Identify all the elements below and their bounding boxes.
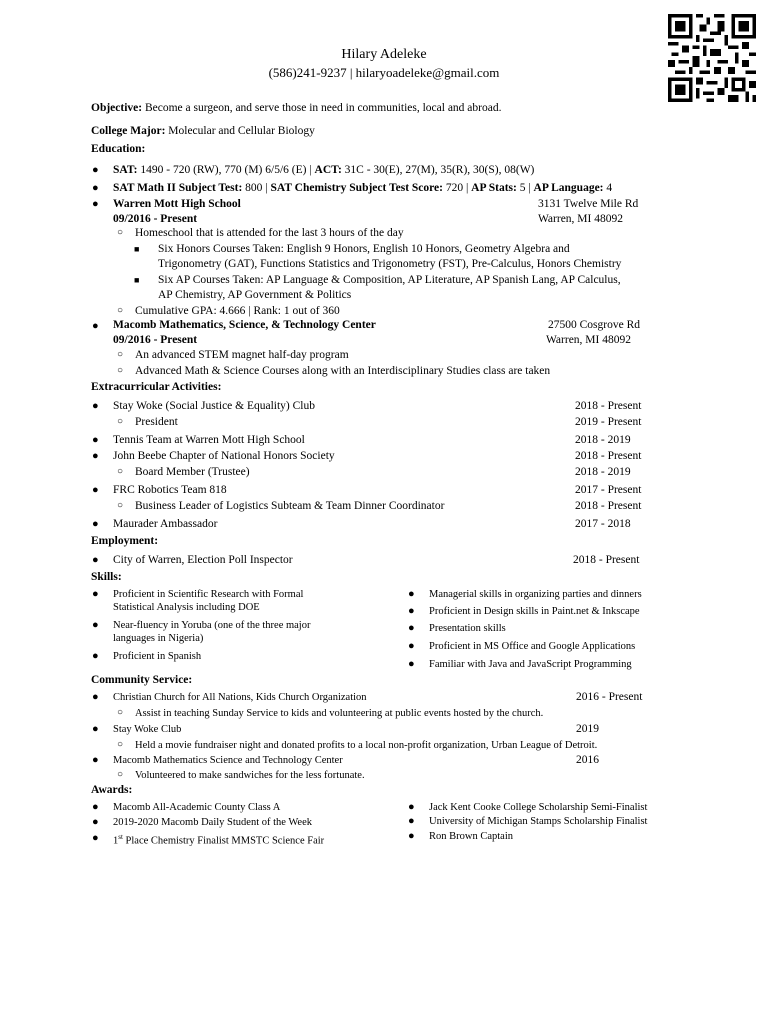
subj-text: 4 — [603, 182, 613, 194]
award-text: Place Chemistry Finalist MMSTC Science Fair — [122, 835, 325, 847]
skill-item: Familiar with Java and JavaScript Programming — [429, 659, 632, 670]
subj-label: SAT Chemistry Subject Test Score: — [270, 182, 443, 194]
school2-address1: 27500 Cosgrove Rd — [548, 319, 640, 331]
bullet-icon: ● — [408, 815, 415, 827]
skill-item: Near-fluency in Yoruba (one of the three major — [113, 620, 311, 631]
circle-bullet-icon: ○ — [117, 349, 124, 360]
resume-contact: (586)241-9237 | hilaryoadeleke@gmail.com — [268, 65, 500, 80]
award-item: Ron Brown Captain — [429, 831, 513, 842]
skill-item: Presentation skills — [429, 623, 506, 634]
school2-address2: Warren, MI 48092 — [546, 334, 631, 346]
circle-bullet-icon: ○ — [117, 769, 124, 780]
activity-item: Maurader Ambassador — [113, 518, 218, 530]
subj-text: 720 | — [442, 182, 472, 194]
resume-name: Hilary Adeleke — [341, 47, 427, 62]
subject-test-line — [113, 181, 612, 195]
skill-item: Statistical Analysis including DOE — [113, 602, 260, 613]
activity-date: 2018 - Present — [575, 500, 642, 512]
bullet-icon: ● — [408, 588, 415, 600]
activity-date: 2018 - Present — [575, 450, 642, 462]
award-item: University of Michigan Stamps Scholarship Finalist — [429, 816, 648, 827]
skill-item: Proficient in Scientific Research with Formal — [113, 589, 304, 600]
circle-bullet-icon: ○ — [117, 416, 124, 427]
honors-line2: Trigonometry (GAT), Functions Statistics and Trigonometry (FST), Pre-Calculus, Honors Chemistry — [158, 258, 622, 270]
school2-note1: An advanced STEM magnet half-day program — [135, 349, 349, 361]
award-ordinal: 1 — [113, 835, 119, 847]
community-sub: Volunteered to make sandwiches for the less fortunate. — [135, 770, 365, 781]
bullet-icon: ● — [408, 801, 415, 813]
subj-text: 800 | — [242, 182, 271, 194]
activity-item: President — [135, 416, 178, 428]
community-date: 2016 — [576, 754, 599, 766]
school1-dates: 09/2016 - Present — [113, 213, 198, 225]
employment-date: 2018 - Present — [573, 554, 640, 566]
bullet-icon: ● — [92, 832, 99, 844]
bullet-icon: ● — [92, 484, 99, 496]
bullet-icon: ● — [92, 434, 99, 446]
objective-label: Objective: — [91, 102, 143, 114]
square-bullet-icon: ■ — [134, 244, 140, 254]
subj-label: AP Stats: — [471, 182, 517, 194]
award-ordinal-suffix: st — [118, 833, 123, 841]
school1-gpa: Cumulative GPA: 4.666 | Rank: 1 out of 360 — [135, 305, 340, 317]
community-date: 2019 — [576, 723, 599, 735]
sat-label: SAT: — [113, 164, 138, 176]
bullet-icon: ● — [92, 650, 99, 662]
bullet-icon: ● — [92, 518, 99, 530]
employment-item: City of Warren, Election Poll Inspector — [113, 554, 293, 566]
subj-text: 5 | — [516, 182, 534, 194]
activity-date: 2019 - Present — [575, 416, 642, 428]
activity-date: 2017 - 2018 — [575, 518, 631, 530]
bullet-icon: ● — [92, 198, 99, 210]
bullet-icon: ● — [408, 622, 415, 634]
community-sub: Assist in teaching Sunday Service to kids and volunteering at public events hosted by the church. — [135, 708, 544, 719]
circle-bullet-icon: ○ — [117, 500, 124, 511]
activity-item: Board Member (Trustee) — [135, 466, 250, 478]
subj-label: AP Language: — [533, 182, 604, 194]
community-item: Stay Woke Club — [113, 724, 182, 735]
bullet-icon: ● — [408, 830, 415, 842]
community-item: Macomb Mathematics Science and Technology Center — [113, 755, 343, 766]
subj-label: SAT Math II Subject Test: — [113, 182, 243, 194]
sat-text: 1490 - 720 (RW), 770 (M) 6/5/6 (E) | — [137, 164, 315, 176]
education-heading: Education: — [91, 143, 146, 155]
award-item: 2019-2020 Macomb Daily Student of the Week — [113, 817, 313, 828]
activity-date: 2018 - 2019 — [575, 466, 631, 478]
circle-bullet-icon: ○ — [117, 466, 124, 477]
bullet-icon: ● — [92, 619, 99, 631]
community-item: Christian Church for All Nations, Kids Church Organization — [113, 692, 367, 703]
school1-address2: Warren, MI 48092 — [538, 213, 623, 225]
awards-heading: Awards: — [91, 784, 133, 796]
school1-name: Warren Mott High School — [113, 198, 241, 210]
bullet-icon: ● — [92, 164, 99, 176]
activity-date: 2018 - 2019 — [575, 434, 631, 446]
activity-date: 2018 - Present — [575, 400, 642, 412]
bullet-icon: ● — [92, 588, 99, 600]
school2-name: Macomb Mathematics, Science, & Technology Center — [113, 319, 376, 331]
bullet-icon: ● — [92, 801, 99, 813]
activity-item: Business Leader of Logistics Subteam & Team Dinner Coordinator — [135, 500, 445, 512]
community-sub: Held a movie fundraiser night and donated profits to a local non-profit organization, Urban League of Detroit. — [135, 740, 598, 751]
ap-line1: Six AP Courses Taken: AP Language & Composition, AP Literature, AP Spanish Lang, AP Calculus, — [158, 274, 621, 286]
bullet-icon: ● — [92, 450, 99, 462]
act-label: ACT: — [314, 164, 342, 176]
bullet-icon: ● — [92, 554, 99, 566]
major-line — [91, 124, 315, 138]
school1-note: Homeschool that is attended for the last 3 hours of the day — [135, 227, 404, 239]
activity-item: FRC Robotics Team 818 — [113, 484, 227, 496]
skill-item: languages in Nigeria) — [113, 633, 204, 644]
award-item — [113, 831, 324, 848]
school2-note2: Advanced Math & Science Courses along with an Interdisciplinary Studies class are taken — [135, 365, 551, 377]
employment-heading: Employment: — [91, 535, 159, 547]
objective-text: Become a surgeon, and serve those in need in communities, local and abroad. — [142, 102, 502, 114]
bullet-icon: ● — [92, 400, 99, 412]
sat-line — [113, 163, 534, 177]
objective-line — [91, 101, 501, 115]
activity-item: John Beebe Chapter of National Honors Society — [113, 450, 335, 462]
activity-date: 2017 - Present — [575, 484, 642, 496]
bullet-icon: ● — [92, 691, 99, 703]
honors-line1: Six Honors Courses Taken: English 9 Honors, English 10 Honors, Geometry Algebra and — [158, 243, 570, 255]
bullet-icon: ● — [92, 816, 99, 828]
major-label: College Major: — [91, 125, 166, 137]
award-item: Macomb All-Academic County Class A — [113, 802, 281, 813]
qr-code-icon — [668, 14, 756, 102]
circle-bullet-icon: ○ — [117, 365, 124, 376]
square-bullet-icon: ■ — [134, 275, 140, 285]
bullet-icon: ● — [92, 320, 99, 332]
extracurricular-heading: Extracurricular Activities: — [91, 381, 222, 393]
act-text: 31C - 30(E), 27(M), 35(R), 30(S), 08(W) — [341, 164, 535, 176]
skill-item: Proficient in Design skills in Paint.net & Inkscape — [429, 606, 640, 617]
school2-dates: 09/2016 - Present — [113, 334, 198, 346]
skill-item: Proficient in Spanish — [113, 651, 202, 662]
major-text: Molecular and Cellular Biology — [165, 125, 315, 137]
bullet-icon: ● — [408, 640, 415, 652]
activity-item: Tennis Team at Warren Mott High School — [113, 434, 305, 446]
ap-line2: AP Chemistry, AP Government & Politics — [158, 289, 352, 301]
community-heading: Community Service: — [91, 674, 193, 686]
award-item: Jack Kent Cooke College Scholarship Semi-Finalist — [429, 802, 648, 813]
skill-item: Proficient in MS Office and Google Applications — [429, 641, 636, 652]
circle-bullet-icon: ○ — [117, 707, 124, 718]
circle-bullet-icon: ○ — [117, 227, 124, 238]
bullet-icon: ● — [92, 754, 99, 766]
activity-item: Stay Woke (Social Justice & Equality) Club — [113, 400, 316, 412]
community-date: 2016 - Present — [576, 691, 643, 703]
skills-heading: Skills: — [91, 571, 122, 583]
skill-item: Managerial skills in organizing parties and dinners — [429, 589, 642, 600]
bullet-icon: ● — [92, 182, 99, 194]
school1-address1: 3131 Twelve Mile Rd — [538, 198, 639, 210]
circle-bullet-icon: ○ — [117, 739, 124, 750]
circle-bullet-icon: ○ — [117, 305, 124, 316]
bullet-icon: ● — [408, 605, 415, 617]
bullet-icon: ● — [408, 658, 415, 670]
bullet-icon: ● — [92, 723, 99, 735]
